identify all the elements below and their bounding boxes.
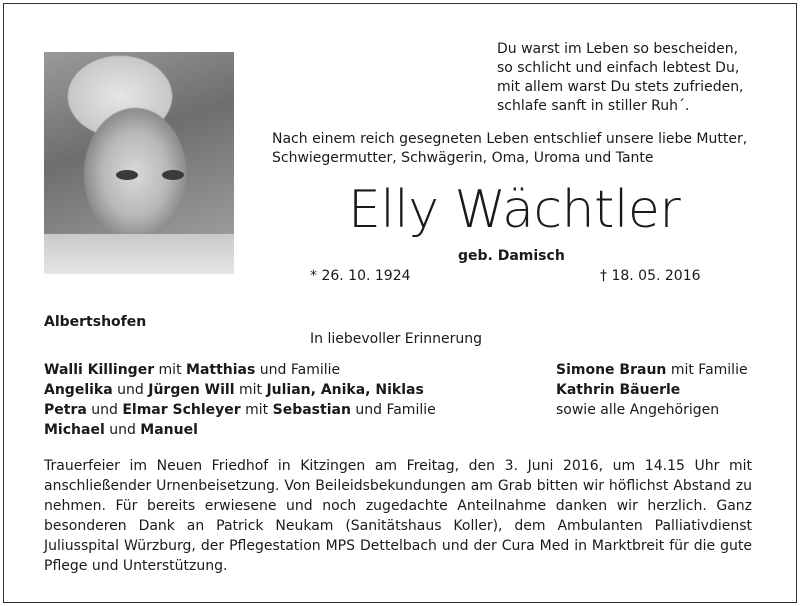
deceased-name: Elly Wächtler xyxy=(348,180,681,240)
family-name: Matthias xyxy=(186,362,256,378)
family-connector: mit Familie xyxy=(666,362,748,378)
family-connector: und xyxy=(112,382,149,398)
family-line xyxy=(44,400,436,420)
family-connector: und Familie xyxy=(350,402,436,418)
birth-date: * 26. 10. 1924 xyxy=(310,268,411,284)
family-name: Elmar Schleyer xyxy=(122,402,241,418)
family-line xyxy=(556,400,748,420)
death-date: † 18. 05. 2016 xyxy=(600,268,701,284)
poem-verse: Du warst im Leben so bescheiden, so schlicht und einfach lebtest Du, mit allem warst Du stets zufrieden, schlafe sanft in stiller Ruh´. xyxy=(497,41,744,114)
family-line xyxy=(44,360,436,380)
place-name: Albertshofen xyxy=(44,314,147,330)
family-name: Angelika xyxy=(44,382,113,398)
family-line xyxy=(556,380,748,400)
family-connector: sowie alle Angehörigen xyxy=(556,402,720,418)
family-name: Julian, Anika, Niklas xyxy=(266,382,424,398)
maiden-name: geb. Damisch xyxy=(458,248,565,264)
portrait-photo xyxy=(44,52,234,274)
family-line xyxy=(44,380,436,400)
portrait-eye-right xyxy=(162,170,184,180)
family-name: Manuel xyxy=(140,422,198,438)
family-connector: und xyxy=(86,402,123,418)
family-name: Jürgen Will xyxy=(148,382,235,398)
family-connector: mit xyxy=(154,362,187,378)
family-name: Simone Braun xyxy=(556,362,667,378)
funeral-notice: Trauerfeier im Neuen Friedhof in Kitzingen am Freitag, den 3. Juni 2016, um 14.15 Uhr mit anschließender Urnenbeisetzung. Von Beileidsbekundungen am Grab bitten wir höflichst Abstand zu nehmen. Für bereits erwiesene und noch zugedachte Anteilnahme danken wir herzlich. Ganz besonderen Dank an Patrick Neukam (Sanitätshaus Koller), dem Ambulanten Palliativdienst Juliusspital Würzburg, der Pflegestation MPS Dettelbach und der Cura Med in Marktbreit für die gute Pflege und Unterstützung. xyxy=(44,458,752,574)
portrait-shirt xyxy=(44,234,234,274)
family-list-right xyxy=(556,360,748,420)
intro-text: Nach einem reich gesegneten Leben entschlief unsere liebe Mutter, Schwiegermutter, Schwägerin, Oma, Uroma und Tante xyxy=(272,131,748,166)
family-connector: und xyxy=(104,422,141,438)
family-connector: und Familie xyxy=(255,362,341,378)
family-line xyxy=(556,360,748,380)
family-connector: mit xyxy=(240,402,273,418)
family-name: Petra xyxy=(44,402,87,418)
portrait-eye-left xyxy=(116,170,138,180)
family-name: Sebastian xyxy=(272,402,351,418)
family-line xyxy=(44,420,436,440)
memory-line: In liebevoller Erinnerung xyxy=(310,331,483,347)
family-name: Walli Killinger xyxy=(44,362,155,378)
family-name: Kathrin Bäuerle xyxy=(556,382,681,398)
family-name: Michael xyxy=(44,422,105,438)
family-connector: mit xyxy=(234,382,267,398)
family-list-left xyxy=(44,360,436,440)
